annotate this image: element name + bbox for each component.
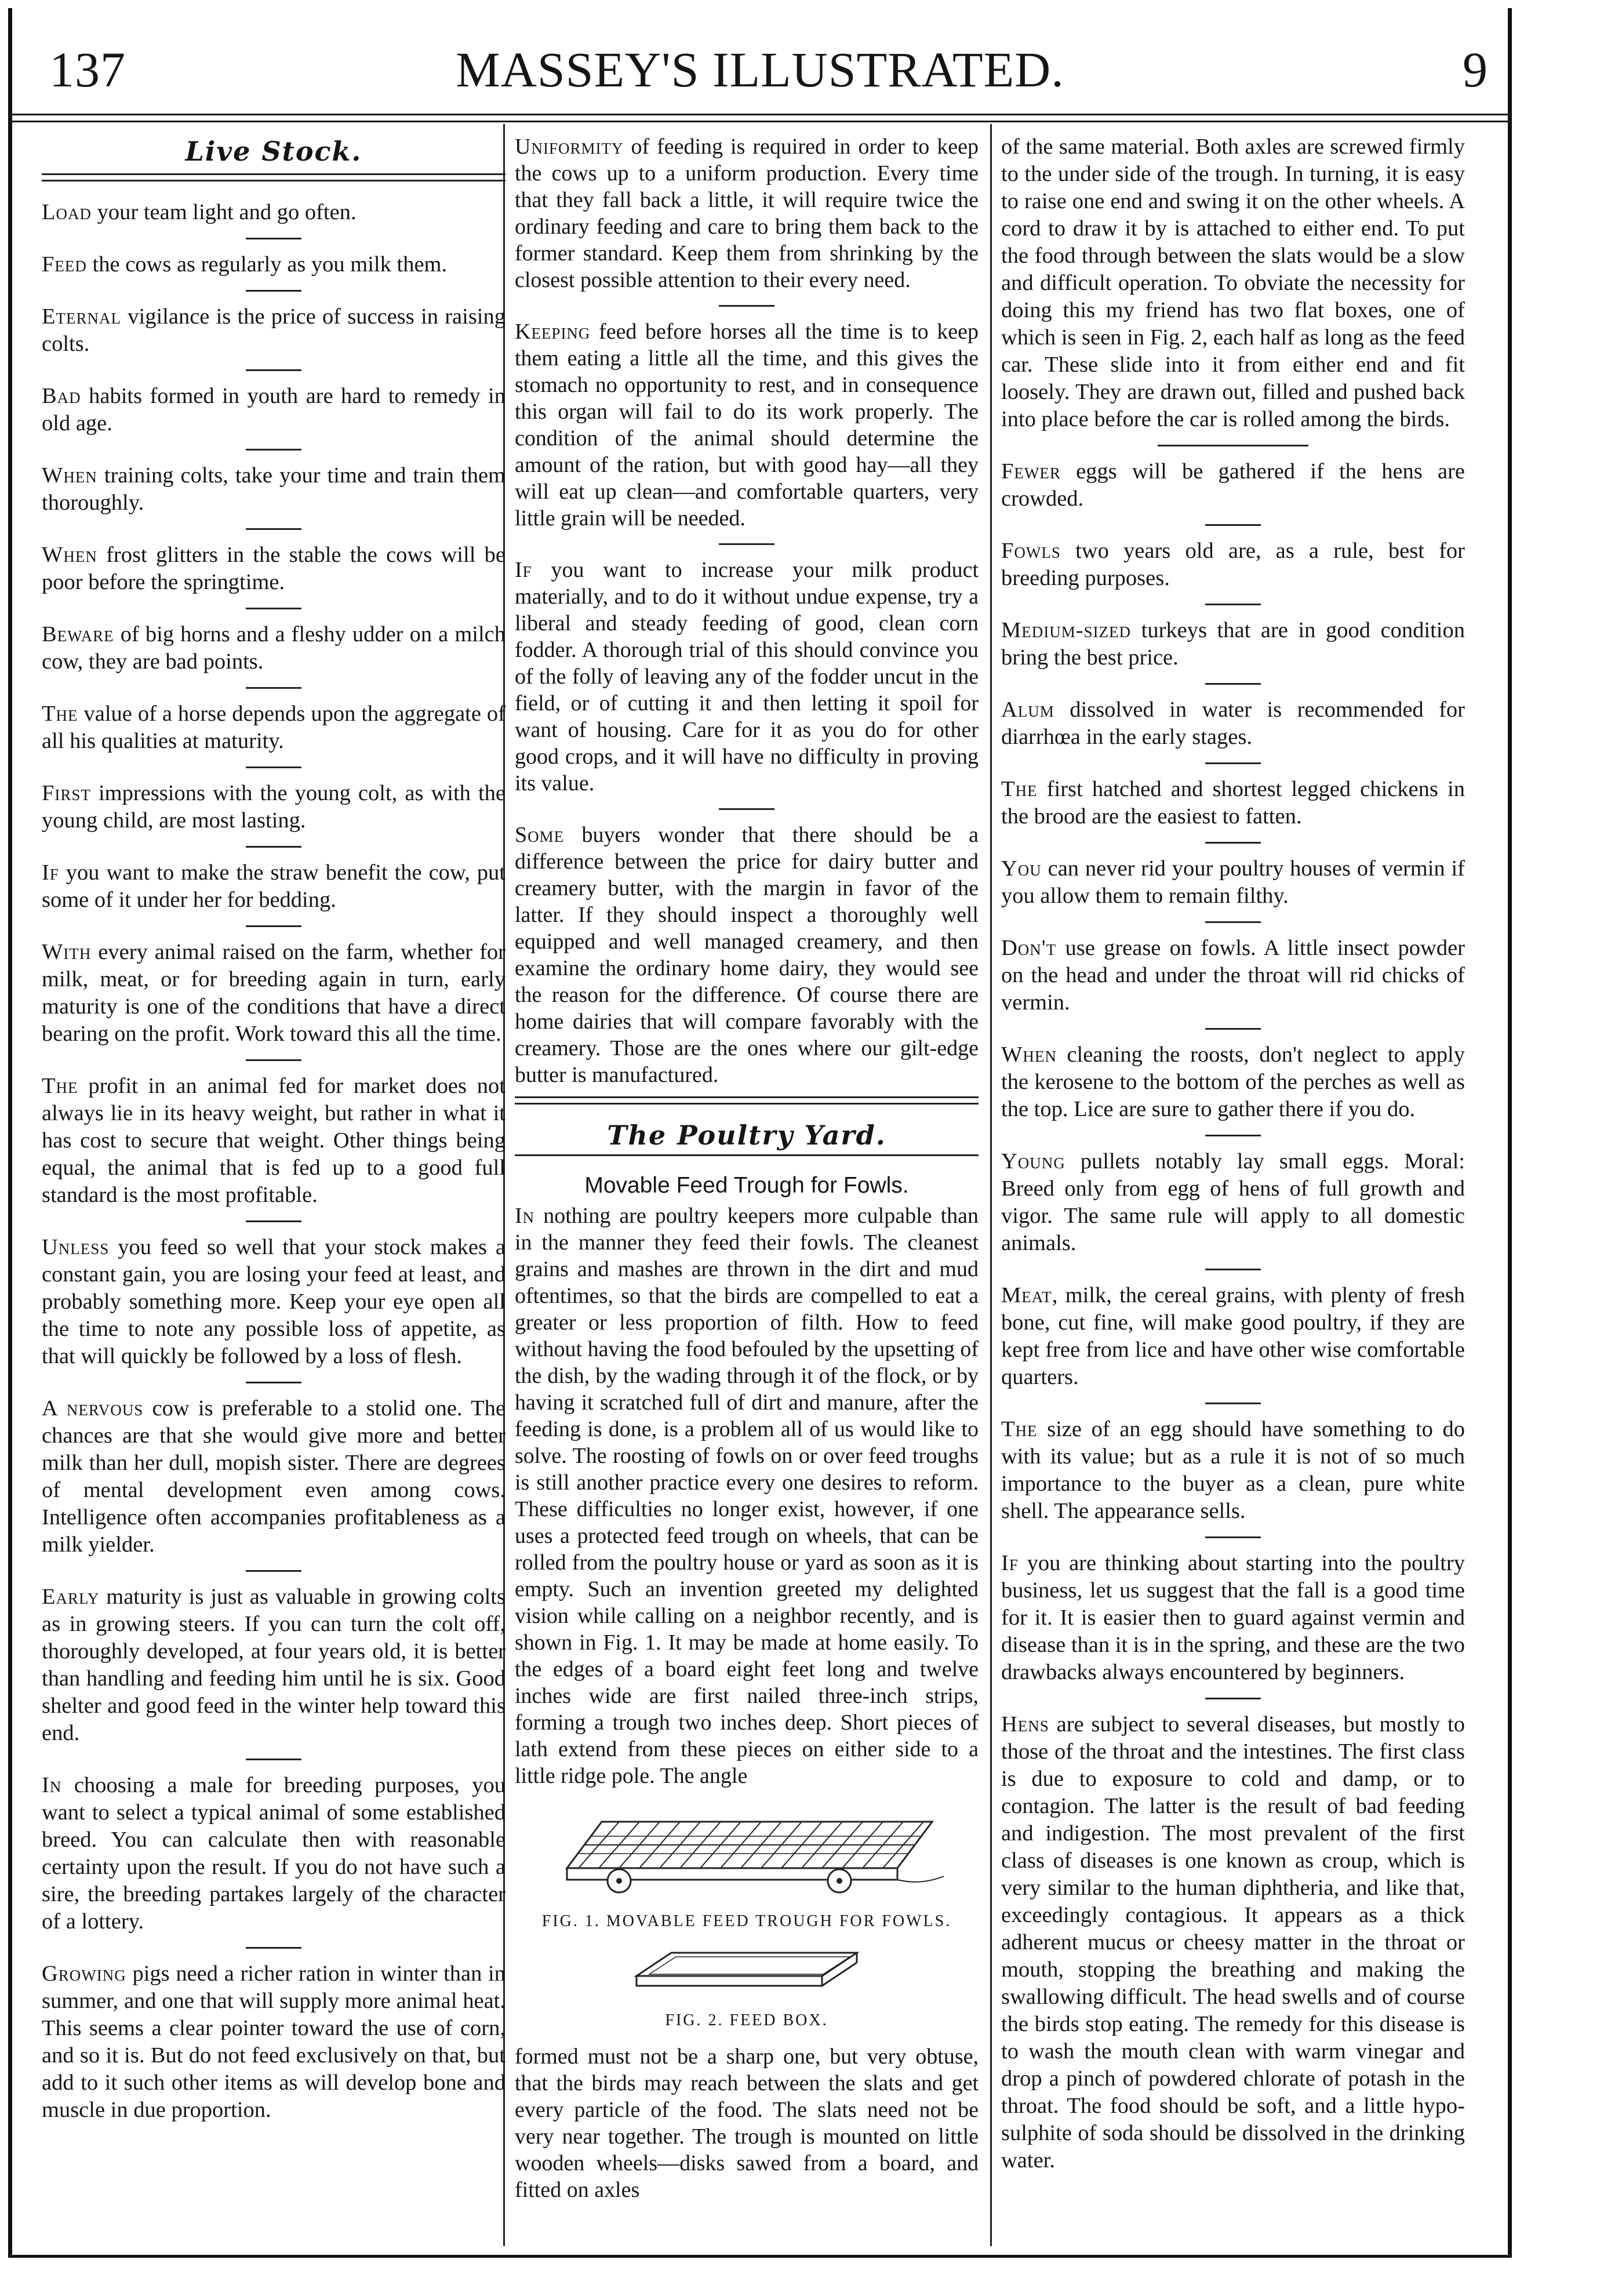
lead-word: The [42,702,78,726]
paragraph [1001,1148,1465,1257]
section-rule [515,1096,979,1105]
paragraph [42,700,506,755]
column-live-stock [42,133,506,2124]
paragraph [515,822,979,1088]
lead-word: Young [1001,1149,1065,1174]
lead-word: You [1001,856,1042,881]
paragraph-text: can never rid your poultry houses of vermin if you allow them to remain filthy. [1001,856,1465,908]
paragraph-text: the cows as regularly as you milk them. [86,252,448,277]
separator-rule [719,543,774,545]
paragraph [42,780,506,834]
page-number-right: 9 [1463,42,1488,97]
paragraph [1001,696,1465,751]
figure-feed-trough [515,1799,979,1903]
separator-rule [246,528,301,530]
paragraph-text: dissolved in water is recommended for diarrhœa in the early stages. [1001,697,1465,749]
lead-word: Alum [1001,697,1054,722]
paragraph-text: pullets notably lay small eggs. Moral: Breed only from egg of hens of full growth and vigor. The same rule will apply to all domestic animals. [1001,1149,1465,1255]
paragraph-text: of feeding is required in order to keep the cows up to a uniform production. Every time that they fall back a little, it will require twice the ordinary feeding and care to bring them back to the former standard. Keep them from shrinking by the closest possible attention to their every need. [515,135,979,292]
paragraph-text: training colts, take your time and train them thoroughly. [42,463,506,515]
lead-word: Medium-sized [1001,618,1132,642]
paragraph-text: your team light and go often. [92,200,357,224]
paragraph [1001,1711,1465,2174]
lead-word: When [1001,1042,1057,1067]
lead-word: If [1001,1551,1019,1575]
paragraph-text: first hatched and shortest legged chickens in the brood are the easiest to fatten. [1001,777,1465,829]
lead-word: If [515,558,532,582]
lead-word: When [42,463,97,488]
paragraph [42,1073,506,1209]
separator-rule [246,846,301,848]
dairy-items [515,133,979,1088]
paragraph-text: profit in an animal fed for market does not always lie in its heavy weight, but rather in what it has cost to secure that weight. Other things being equal, the animal that is fed up to a good full standard is the most profitable. [42,1074,506,1207]
lead-word: Bad [42,384,81,408]
feed-trough-illustration [526,1799,967,1897]
paragraph [1001,855,1465,910]
paragraph-text: are subject to several diseases, but mostly to those of the throat and the intestines. The first class is due to exposure to cold and damp, or to contagion. The latter is the result of bad feeding and indigestion. The most prevalent of the first class of diseases is one known as croup, which is very similar to the human diphtheria, and like that, exceedingly contagious. It appears as a thick adherent mucus or cheesy matter in the throat or mouth, stopping the breathing and making the swallowing difficult. The head swells and of course the birds stop eating. The remedy for this disease is to wash the mouth clean with warm vinegar and drop a pinch of powdered chlorate of potash in the throat. The food should be soft, and a little hypo-sulphite of soda should be dissolved in the drinking water. [1001,1712,1465,2173]
paragraph-text: every animal raised on the farm, whether for milk, meat, or for breeding again in turn, early maturity is one of the conditions that have a direct bearing on the profit. Work toward this all the time. [42,940,506,1046]
paragraph-text: cleaning the roosts, don't neglect to apply the kerosene to the bottom of the perches as well as the top. Lice are sure to gather there if you do. [1001,1042,1465,1121]
paragraph-text: cow is preferable to a stolid one. The chances are that she would give more and better milk than her dull, mopish sister. There are degrees of mental development even among cows. Intelligence often accompanies profitableness as a milk yielder. [42,1396,506,1557]
separator-rule [719,808,774,810]
separator-rule [246,1570,301,1572]
separator-rule [1158,445,1308,446]
paragraph [42,1960,506,2124]
lead-word: If [42,860,59,885]
paragraph-text: maturity is just as valuable in growing colts as in growing steers. If you can turn the colt off, thoroughly developed, at four years old, it is better than handling and feeding him until he is six. Good shelter and good feed in the winter help toward this end. [42,1585,506,1745]
figure-feed-box [515,1944,979,2003]
article-paragraph [515,1203,979,1789]
paragraph-text: impressions with the young colt, as with the young child, are most lasting. [42,781,506,833]
separator-rule [246,1947,301,1949]
lead-word: The [1001,777,1038,801]
paragraph [42,462,506,517]
lead-word: Fowls [1001,539,1061,563]
figure-2-caption: FIG. 2. FEED BOX. [665,2011,828,2029]
article-paragraph: formed must not be a sharp one, but very obtuse, that the birds may reach between the slats and get every particle of the food. The slats need not be very near together. The trough is mounted on little wooden wheels—disks sawed from a board, and fitted on axles [515,2044,979,2202]
separator-rule [246,449,301,451]
separator-rule [1205,604,1261,605]
separator-rule [1205,683,1261,685]
separator-rule [246,290,301,292]
paragraph [42,542,506,596]
separator-rule [246,1759,301,1760]
separator-rule [1205,842,1261,844]
paragraph [42,859,506,914]
lead-word: When [42,543,97,567]
separator-rule [1205,921,1261,923]
paragraph [42,939,506,1048]
title-rule [42,173,506,181]
paragraph [515,318,979,532]
paragraph-text: habits formed in youth are hard to remedy in old age. [42,384,506,435]
lead-word: Don't [1001,936,1057,960]
paragraph [42,1395,506,1558]
publication-title: MASSEY'S ILLUSTRATED. [456,42,1064,97]
lead-word: A nervous [42,1396,144,1421]
paragraph-text: eggs will be gathered if the hens are crowded. [1001,459,1465,511]
lead-word: Keeping [515,319,591,344]
paragraph-text: you are thinking about starting into the poultry business, let us suggest that the fall is a good time for it. It is easier then to guard against vermin and disease than it is in the spring, and these are the two drawbacks always encountered by beginners. [1001,1551,1465,1684]
paragraph [42,199,506,226]
lead-word: In [42,1773,62,1797]
paragraph [1001,776,1465,830]
separator-rule [719,305,774,307]
article-title: Movable Feed Trough for Fowls. [584,1173,909,1198]
paragraph [515,557,979,797]
lead-word: Uniformity [515,135,624,159]
lead-word: With [42,940,92,964]
separator-rule [246,238,301,239]
lead-word: Some [515,823,565,847]
lead-word: Fewer [1001,459,1061,484]
lead-word: Unless [42,1235,110,1259]
separator-rule [1205,762,1261,764]
paragraph [1001,458,1465,513]
separator-rule [1205,1028,1261,1030]
paragraph-text: use grease on fowls. A little insect powder on the head and under the throat will rid chicks of vermin. [1001,936,1465,1015]
separator-rule [1205,1135,1261,1136]
lead-word: First [42,781,91,805]
separator-rule [246,766,301,768]
lead-word: Meat [1001,1283,1052,1307]
separator-rule [246,1220,301,1222]
paragraph [1001,617,1465,671]
paragraph-text: you want to increase your milk product materially, and to do it without undue expense, try a liberal and steady feeding of good, clean corn fodder. A thorough trial of this should convince you of the folly of leaving any of the fodder uncut in the field, or of cutting it and then letting it spoil for want of housing. Care for it as you do for other good crops, and it will have no difficulty in proving its value. [515,558,979,795]
figure-1-caption: FIG. 1. MOVABLE FEED TROUGH FOR FOWLS. [541,1912,952,1930]
page-header [12,41,1508,110]
paragraph [1001,1550,1465,1686]
separator-rule [246,608,301,609]
paragraph-text: of big horns and a fleshy udder on a milch cow, they are bad points. [42,622,506,674]
paragraph [515,133,979,293]
paragraph [42,1772,506,1935]
lead-word: Load [42,200,92,224]
paragraph [1001,1041,1465,1123]
paragraph [42,251,506,278]
separator-rule [246,1059,301,1061]
paragraph-text: you want to make the straw benefit the cow, put some of it under her for bedding. [42,860,506,912]
paragraph [1001,1416,1465,1525]
lead-word: The [1001,1417,1038,1441]
paragraph-text: you feed so well that your stock makes a constant gain, you are losing your feed at least, and probably something more. Keep your eye open all the time to note any possible loss of appetite, as that will quickly be followed by a loss of flesh. [42,1235,506,1368]
separator-rule [1205,1269,1261,1270]
lead-word: Hens [1001,1712,1049,1736]
separator-rule [246,369,301,371]
title-rule [515,1154,979,1156]
paragraph [42,621,506,675]
paragraph-text: frost glitters in the stable the cows will be poor before the springtime. [42,543,506,594]
paragraph-text: feed before horses all the time is to keep them eating a little all the time, and this gives the stomach no opportunity to rest, and in consequence this organ will fail to do its work properly. The condition of the animal should determine the amount of the ration, but with good hay—all they will eat up clean—and comfortable quarters, very little grain will be needed. [515,319,979,531]
column-middle [515,133,979,2203]
paragraph [1001,537,1465,592]
paragraph-text: choosing a male for breeding purposes, you want to select a typical animal of some established breed. You can calculate then with reasonable certainty upon the result. If you do not have such a sire, the breeding partakes largely of the character of a lottery. [42,1773,506,1934]
paragraph [1001,1282,1465,1391]
paragraph-text: buyers wonder that there should be a difference between the price for dairy butter and creamery butter, with the margin in favor of the latter. If they should inspect a thoroughly well equipped and well managed creamery, and then examine the ordinary home dairy, they would see the reason for the difference. Of course there are home dairies that will compare favorably with the creamery. Those are the ones where our gilt-edge butter is manufactured. [515,823,979,1087]
lead-word: Growing [42,1961,126,1986]
separator-rule [1205,1536,1261,1538]
lead-word: Eternal [42,304,122,329]
header-rule [12,114,1508,122]
paragraph-text: vigilance is the price of success in raising colts. [42,304,506,356]
separator-rule [1205,1698,1261,1699]
column-divider [990,124,992,2246]
separator-rule [246,925,301,927]
separator-rule [1205,1403,1261,1404]
separator-rule [246,687,301,689]
paragraph-text: pigs need a richer ration in winter than in summer, and one that will supply more animal heat. This seems a clear pointer toward the use of corn, and so it is. But do not feed exclusively on that, but add to it such other items as will develop bone and muscle in due proportion. [42,1961,506,2122]
paragraph-text: value of a horse depends upon the aggregate of all his qualities at maturity. [42,702,506,753]
paragraph [1001,935,1465,1016]
lead-word: Feed [42,252,87,277]
paragraph-text: two years old are, as a rule, best for breeding purposes. [1001,539,1465,590]
paragraph [42,383,506,437]
live-stock-items [42,199,506,2124]
paragraph-text: nothing are poultry keepers more culpable than in the manner they feed their fowls. The cleanest grains and mashes are thrown in the dirt and mud oftentimes, so that the birds are compelled to eat a greater or less proportion of filth. How to feed without having the food befouled by the upsetting of the dish, by the wading through it of the flock, or by having it scratched full of dirt and manure, after the feeding is done, is a problem all of us would like to solve. The roosting of fowls on or over feed troughs is still another practice every one desires to reform. These difficulties no longer exist, however, if one uses a protected feed trough on wheels, that can be rolled from the poultry house or yard as soon as it is empty. Such an invention greeted my delighted vision while calling on a neighbor recently, and is shown in Fig. 1. It may be made at home easily. To the edges of a board eight feet long and twelve inches wide are first nailed three-inch strips, forming a trough two inches deep. Short pieces of lath extend from these pieces on either side to a little ridge pole. The angle [515,1204,979,1788]
lead-word: In [515,1204,535,1228]
feed-box-illustration [613,1944,880,1996]
section-title-live-stock: Live Stock. [185,136,362,167]
paragraph [42,303,506,358]
lead-word: Early [42,1585,100,1609]
column-poultry-notes [1001,133,1465,2174]
section-title-poultry-yard: The Poultry Yard. [607,1120,886,1151]
poultry-items [1001,458,1465,2174]
lead-word: Beware [42,622,114,646]
paragraph [42,1583,506,1747]
separator-rule [1205,524,1261,526]
separator-rule [246,1382,301,1383]
page-number-left: 137 [49,42,126,97]
lead-word: The [42,1074,78,1098]
paragraph-text: turkeys that are in good condition bring the best price. [1001,618,1465,670]
paragraph [42,1234,506,1370]
paragraph-text: size of an egg should have something to do with its value; but as a rule it is not of so much importance to the buyer as a clean, pure white shell. The appearance sells. [1001,1417,1465,1523]
article-continuation: of the same material. Both axles are screwed firmly to the under side of the trough. In turning, it is easy to raise one end and swing it on the other wheels. A cord to draw it by is attached to either end. To put the food through between the slats would be a slow and difficult operation. To obviate the necessity for doing this my friend has two flat boxes, one of which is seen in Fig. 2, each half as long as the feed car. These slide into it from either end and fit loosely. They are drawn out, filled and pushed back into place before the car is rolled among the birds. [1001,135,1465,431]
paragraph-text: , milk, the cereal grains, with plenty of fresh bone, cut fine, will make good poultry, if they are kept free from lice and have other wise comfortable quarters. [1001,1283,1465,1389]
